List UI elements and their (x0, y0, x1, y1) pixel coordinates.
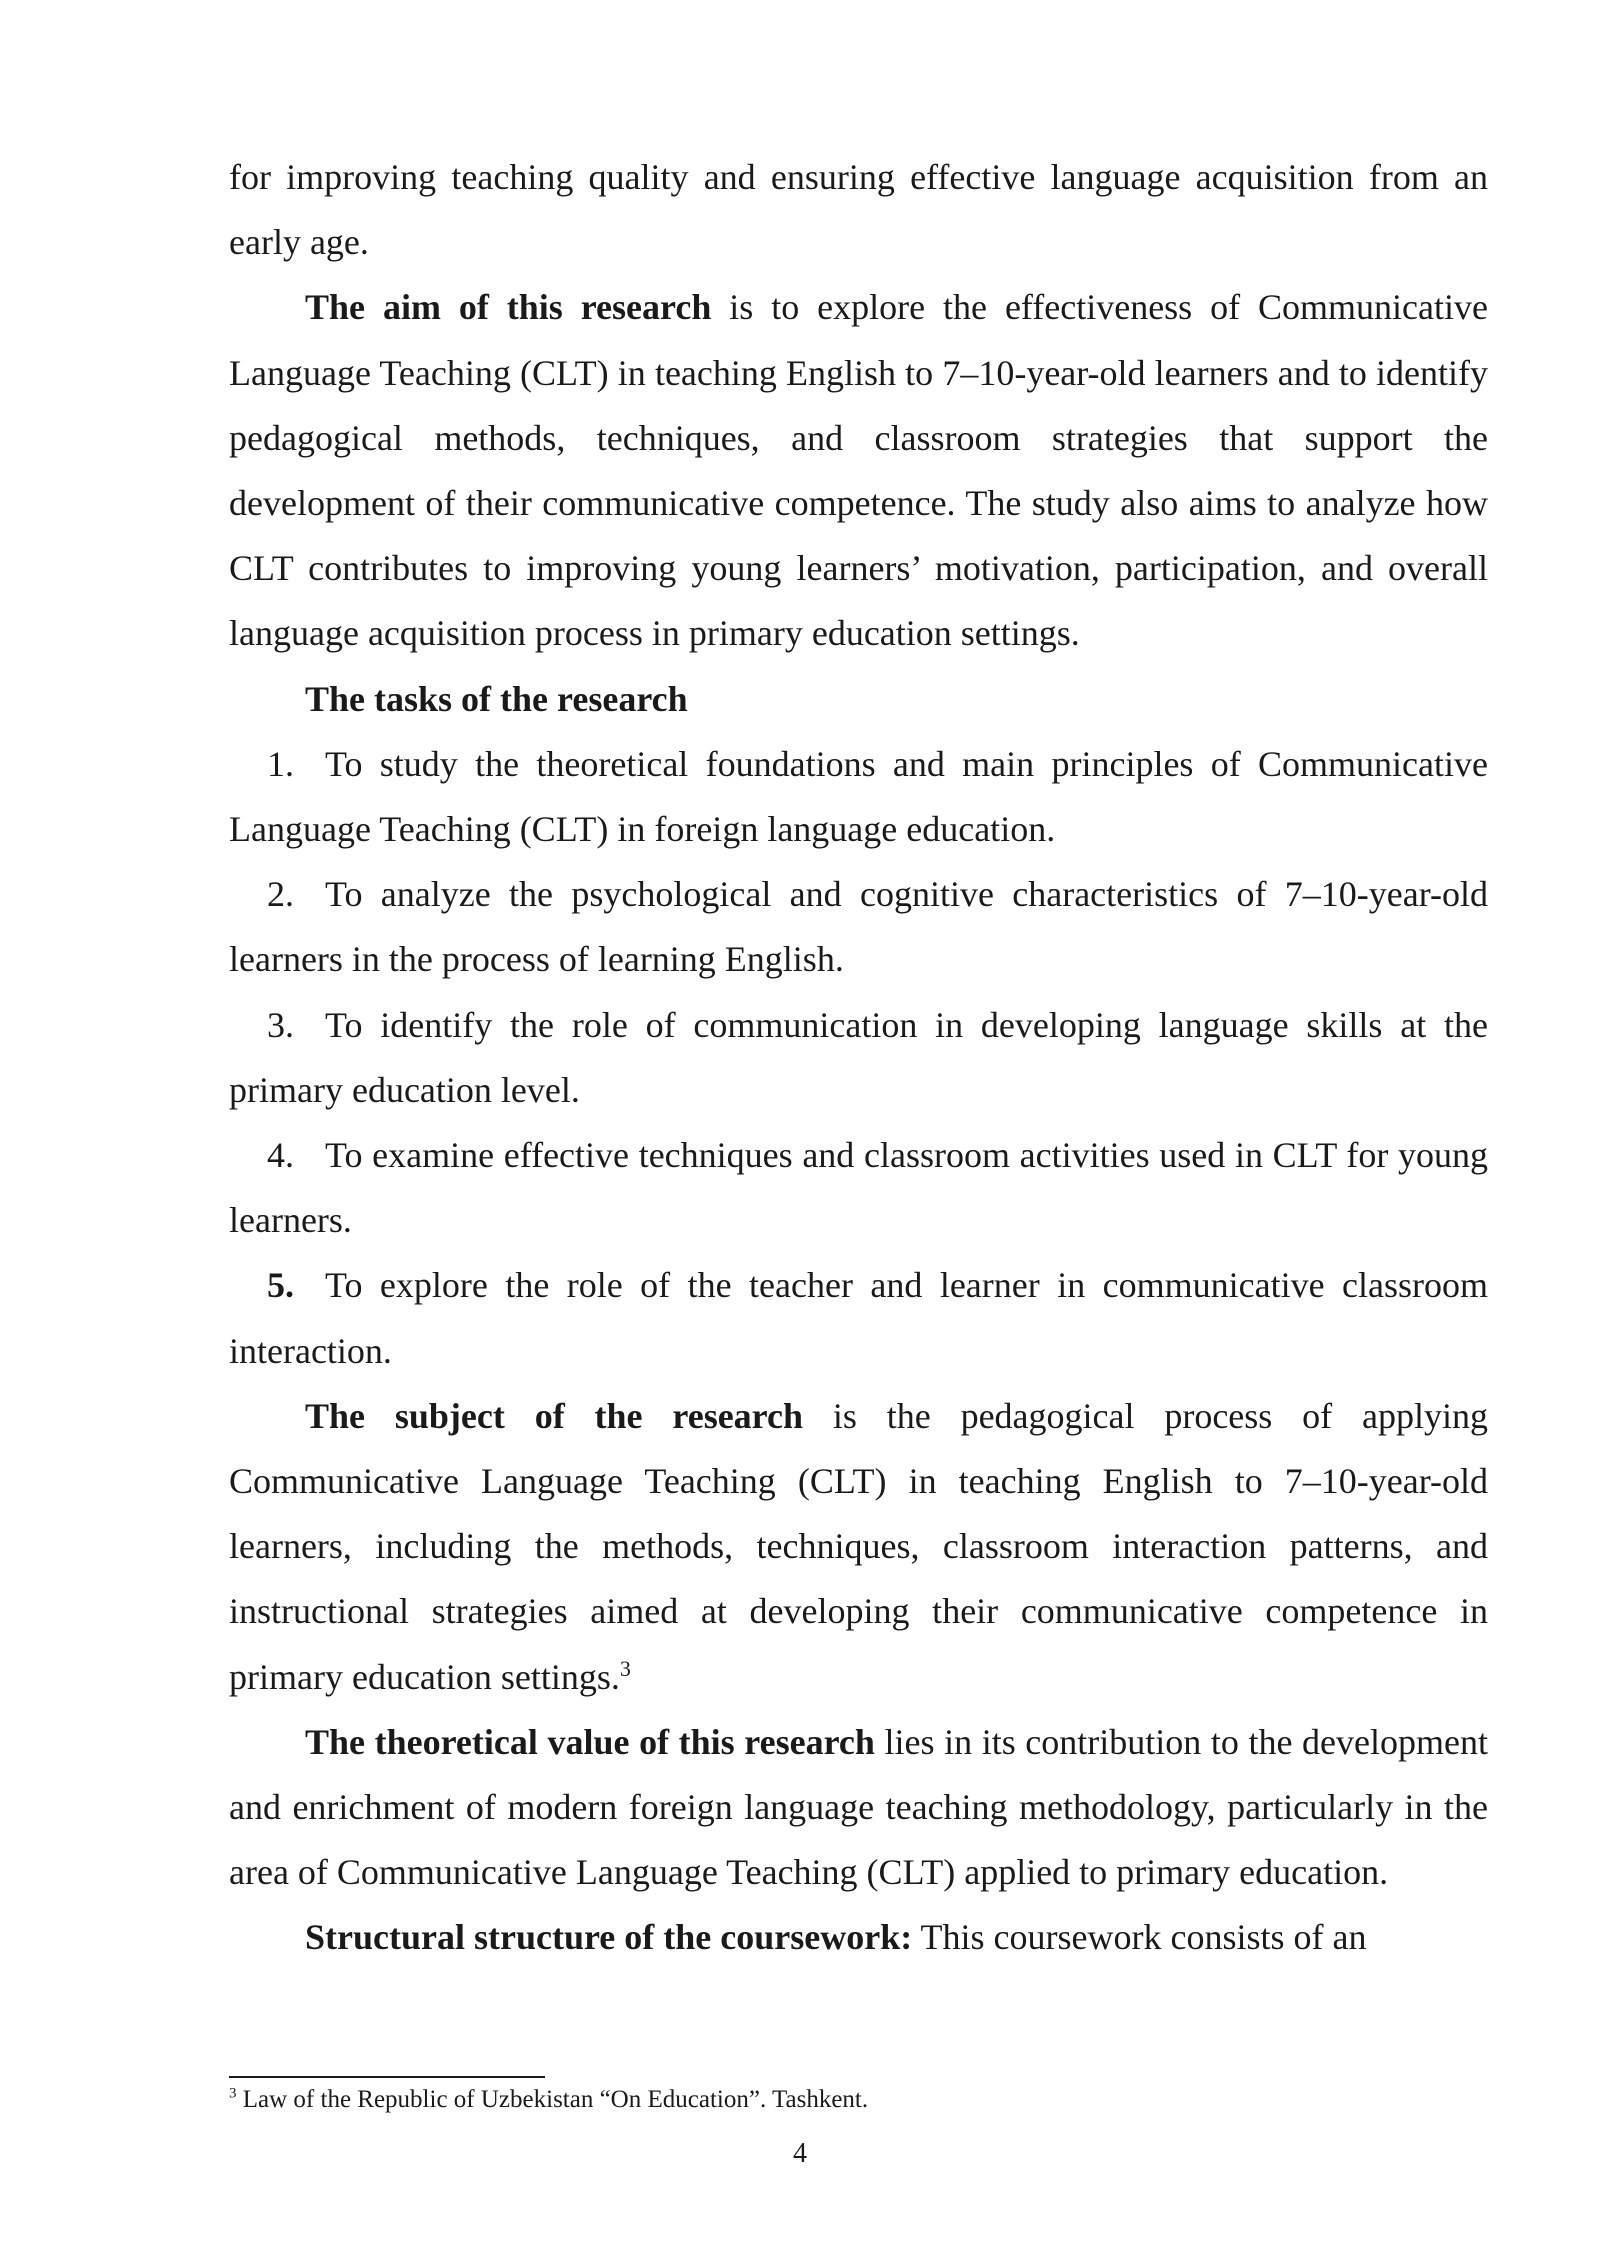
theoretical-text: lies in its contribution to the development and enrichment of modern foreign language teaching methodology, particularly in the area of Communicative Language Teaching (CLT) applied to primary education. (229, 1721, 1488, 1893)
task-text: To study the theoretical foundations and main principles of Communicative Language Teaching (CLT) in foreign language education. (229, 743, 1488, 850)
task-number: 2. (267, 874, 294, 915)
task-text: To analyze the psychological and cognitive characteristics of 7–10-year-old learners in the process of learning English. (229, 874, 1488, 980)
task-number: 4. (267, 1135, 294, 1176)
paragraph-subject (229, 1384, 1488, 1710)
structure-text: This coursework consists of an (912, 1917, 1367, 1958)
footnote-text: Law of the Republic of Uzbekistan “On Education”. Tashkent. (236, 2086, 869, 2113)
aim-label: The aim of this research (305, 287, 712, 328)
subject-label: The subject of the research (305, 1395, 804, 1436)
task-number: 5. (267, 1265, 294, 1306)
task-item-1 (229, 732, 1488, 862)
task-text: To explore the role of the teacher and learner in communicative classroom interaction. (229, 1265, 1488, 1371)
footnote-reference: 3 (619, 1655, 631, 1681)
tasks-heading: The tasks of the research (305, 678, 688, 719)
page-number: 4 (793, 2138, 807, 2169)
paragraph-continuation: for improving teaching quality and ensuring effective language acquisition from an early age. (229, 157, 1488, 263)
task-text: To identify the role of communication in developing language skills at the primary education level. (229, 1004, 1488, 1110)
task-item-3 (229, 993, 1488, 1123)
task-item-2 (229, 862, 1488, 992)
task-text: To examine effective techniques and classroom activities used in CLT for young learners. (229, 1135, 1488, 1241)
subject-text: is the pedagogical process of applying Communicative Language Teaching (CLT) in teaching English to 7–10-year-old learners, including the methods, techniques, classroom interaction patterns, and instructional strategies aimed at developing their communicative competence in primary education settings. (229, 1395, 1488, 1697)
paragraph-aim (229, 275, 1488, 666)
aim-text: is to explore the effectiveness of Communicative Language Teaching (CLT) in teaching English to 7–10-year-old learners and to identify pedagogical methods, techniques, and classroom strategies that support the development of their communicative competence. The study also aims to analyze how CLT contributes to improving young learners’ motivation, participation, and overall language acquisition process in primary education settings. (229, 287, 1488, 654)
theoretical-label: The theoretical value of this research (305, 1721, 875, 1762)
paragraph-structure (229, 1905, 1488, 1970)
task-number: 1. (267, 743, 294, 784)
task-number: 3. (267, 1004, 294, 1045)
task-item-4 (229, 1123, 1488, 1253)
paragraph-theoretical-value (229, 1710, 1488, 1906)
structure-label: Structural structure of the coursework: (305, 1917, 913, 1958)
footnote-separator (229, 2076, 545, 2078)
footnote (229, 2082, 1488, 2118)
body-text (229, 145, 1488, 1971)
task-item-5 (229, 1253, 1488, 1383)
footnote-marker: 3 (229, 2085, 237, 2102)
